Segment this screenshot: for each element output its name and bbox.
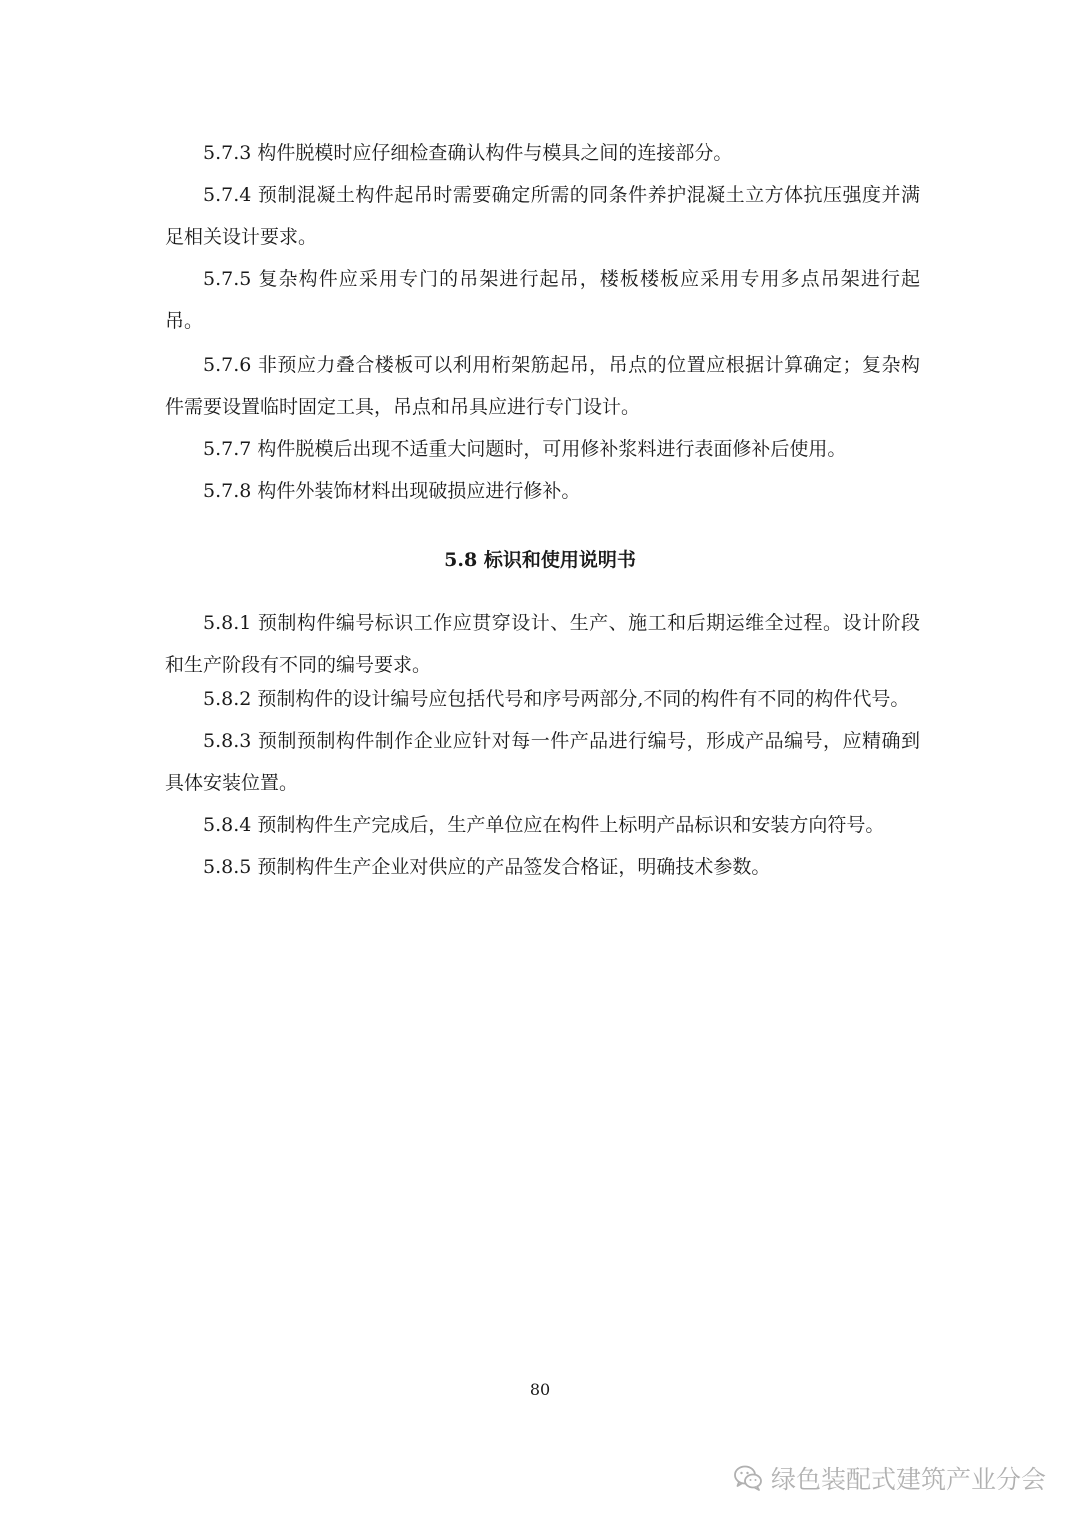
- paragraph-5-7-5: 5.7.5 复杂构件应采用专门的吊架进行起吊，楼板楼板应采用专用多点吊架进行起吊。: [165, 268, 920, 332]
- page-number: 80: [529, 1380, 551, 1399]
- paragraph-5-8-1: 5.8.1 预制构件编号标识工作应贯穿设计、生产、施工和后期运维全过程。设计阶段和生产阶段有不同的编号要求。: [165, 612, 920, 676]
- wechat-icon: [733, 1464, 763, 1492]
- watermark-text: 绿色装配式建筑产业分会: [770, 1465, 1046, 1494]
- paragraph-5-8-5: 5.8.5 预制构件生产企业对供应的产品签发合格证，明确技术参数。: [203, 856, 771, 878]
- paragraph-5-7-8: 5.7.8 构件外装饰材料出现破损应进行修补。: [203, 480, 581, 502]
- paragraph-5-8-3: 5.8.3 预制预制构件制作企业应针对每一件产品进行编号，形成产品编号，应精确到具体安装位置。: [165, 730, 920, 794]
- paragraph-5-7-3: 5.7.3 构件脱模时应仔细检查确认构件与模具之间的连接部分。: [203, 142, 733, 164]
- paragraph-5-7-7: 5.7.7 构件脱模后出现不适重大问题时，可用修补浆料进行表面修补后使用。: [203, 438, 847, 460]
- paragraph-5-7-6: 5.7.6 非预应力叠合楼板可以利用桁架筋起吊，吊点的位置应根据计算确定；复杂构件需要设置临时固定工具，吊点和吊具应进行专门设计。: [165, 354, 920, 418]
- paragraph-5-8-4: 5.8.4 预制构件生产完成后，生产单位应在构件上标明产品标识和安装方向符号。: [203, 814, 885, 836]
- paragraph-5-7-4: 5.7.4 预制混凝土构件起吊时需要确定所需的同条件养护混凝土立方体抗压强度并满足相关设计要求。: [165, 184, 920, 248]
- watermark: [733, 1458, 1046, 1498]
- section-heading: 5.8 标识和使用说明书: [444, 549, 636, 571]
- paragraph-5-8-2: 5.8.2 预制构件的设计编号应包括代号和序号两部分,不同的构件有不同的构件代号。: [203, 688, 910, 710]
